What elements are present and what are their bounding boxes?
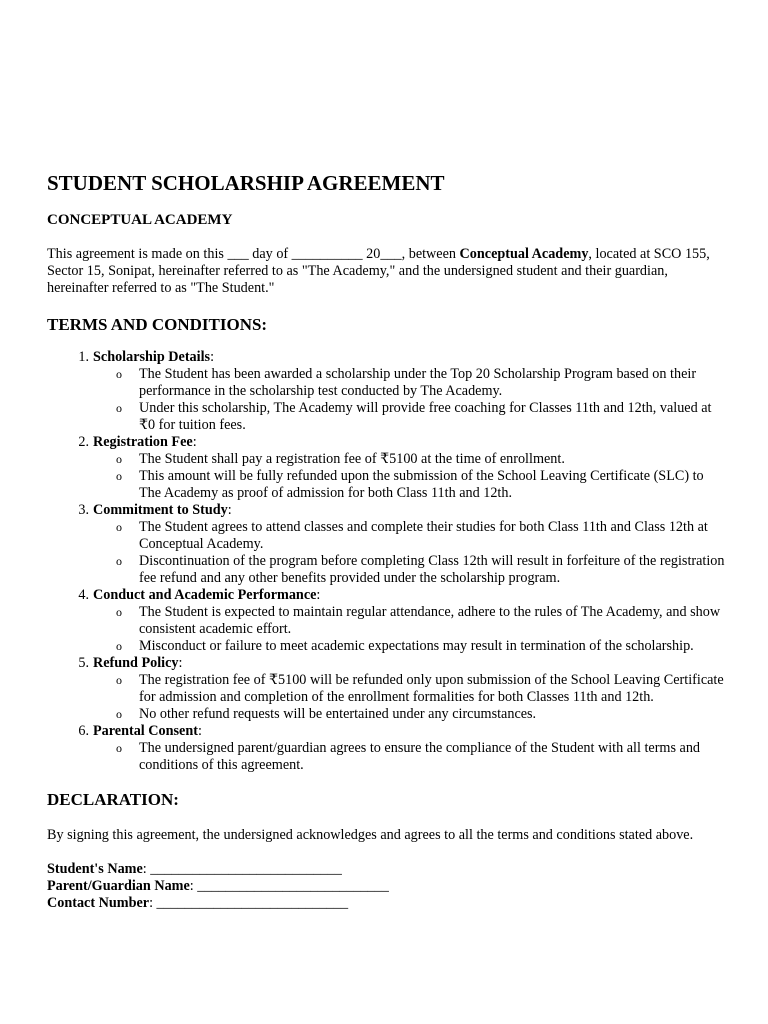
intro-text-end: , located at SCO 155, Sector 15, Sonipat, hereinafter referred to as "The Academy," and the undersigned student and their guardian, hereinafter referred to as "The Student." — [47, 246, 710, 296]
term-title: Scholarship Details — [93, 349, 211, 365]
term-subitem — [93, 672, 727, 706]
terms-heading: TERMS AND CONDITIONS: — [47, 315, 268, 334]
term-item: 2. Registration Fee: o The Student shall pay a registration fee of ₹5100 at the time of enrollment. o This amount will be fully refunded upon the submission of the School Leaving Certificate (SLC) to The Academy as proof of admission for both Class 11th and 12th. — [47, 434, 727, 502]
term-subitem — [93, 366, 727, 400]
bullet-marker: o — [116, 639, 122, 653]
signature-fields — [47, 861, 727, 912]
intro-paragraph — [47, 246, 727, 297]
term-subitem — [93, 740, 727, 774]
parent-guardian-name-field[interactable] — [47, 878, 727, 895]
term-number: 3. — [78, 502, 89, 518]
term-subitem-text: The Student shall pay a registration fee of ₹5100 at the time of enrollment. — [139, 451, 565, 467]
term-subitem-text: The Student agrees to attend classes and complete their studies for both Class 11th and Class 12th at Conceptual Academy. — [139, 519, 708, 552]
field-blank-line: : ___________________________ — [189, 878, 389, 894]
term-number: 1. — [78, 349, 89, 365]
term-item: 4. Conduct and Academic Performance: o The Student is expected to maintain regular attendance, adhere to the rules of The Academy, and show consistent academic effort. o Misconduct or failure to meet academic expectations may result in termination of the scholarship. — [47, 587, 727, 655]
term-subitem — [93, 468, 727, 502]
term-number: 6. — [78, 723, 89, 739]
term-subitem — [93, 553, 727, 587]
intro-text-start: This agreement is made on this ___ day of __________ 20___, between — [47, 246, 460, 262]
term-subitem — [93, 604, 727, 638]
term-subitem-text: The undersigned parent/guardian agrees to ensure the compliance of the Student with all terms and conditions of this agreement. — [139, 740, 701, 773]
bullet-marker: o — [116, 520, 122, 534]
bullet-marker: o — [116, 673, 122, 687]
term-subitems — [93, 366, 727, 434]
term-subitem — [93, 706, 727, 723]
term-subitems — [93, 672, 727, 723]
term-title: Refund Policy — [93, 655, 179, 671]
term-number: 2. — [78, 434, 89, 450]
term-subitem-text: Under this scholarship, The Academy will provide free coaching for Classes 11th and 12th, valued at ₹0 for tuition fees. — [139, 400, 712, 433]
bullet-marker: o — [116, 367, 122, 381]
term-subitems — [93, 740, 727, 774]
term-item: 5. Refund Policy: o The registration fee of ₹5100 will be refunded only upon submission of the School Leaving Certificate for admission and completion of the enrollment formalities for both Classes 11th and 12th. o No other refund requests will be entertained under any circumstances. — [47, 655, 727, 723]
term-subitem-text: Discontinuation of the program before completing Class 12th will result in forfeiture of the registration fee refund and any other benefits provided under the scholarship program. — [139, 553, 725, 586]
intro-academy-name: Conceptual Academy — [459, 246, 589, 262]
field-label: Contact Number — [47, 895, 150, 911]
term-title: Parental Consent — [93, 723, 198, 739]
student-name-field[interactable] — [47, 861, 727, 878]
field-blank-line: : ___________________________ — [142, 861, 342, 877]
field-blank-line: : ___________________________ — [149, 895, 349, 911]
term-subitem-text: The registration fee of ₹5100 will be refunded only upon submission of the School Leaving Certificate for admission and completion of the enrollment formalities for both Classes 11th and 12th. — [139, 672, 724, 705]
term-title: Registration Fee — [93, 434, 193, 450]
term-subitems — [93, 519, 727, 587]
bullet-marker: o — [116, 707, 122, 721]
terms-list — [47, 349, 727, 774]
term-number: 4. — [78, 587, 89, 603]
bullet-marker: o — [116, 469, 122, 483]
declaration-heading: DECLARATION: — [47, 790, 179, 809]
term-item: 6. Parental Consent: o The undersigned parent/guardian agrees to ensure the compliance of the Student with all terms and conditions of this agreement. — [47, 723, 727, 774]
term-item: 1. Scholarship Details: o The Student has been awarded a scholarship under the Top 20 Scholarship Program based on their performance in the scholarship test conducted by The Academy. o Under this scholarship, The Academy will provide free coaching for Classes 11th and 12th, valued at ₹0 for tuition fees. — [47, 349, 727, 434]
bullet-marker: o — [116, 452, 122, 466]
term-subitem-text: The Student is expected to maintain regular attendance, adhere to the rules of The Academy, and show consistent academic effort. — [139, 604, 721, 637]
organization-name: CONCEPTUAL ACADEMY — [47, 212, 233, 228]
field-label: Parent/Guardian Name — [47, 878, 190, 894]
term-title: Commitment to Study — [93, 502, 228, 518]
term-subitem — [93, 638, 727, 655]
term-subitem — [93, 400, 727, 434]
term-subitem — [93, 519, 727, 553]
field-label: Student's Name — [47, 861, 143, 877]
term-subitem-text: Misconduct or failure to meet academic expectations may result in termination of the scholarship. — [139, 638, 694, 654]
bullet-marker: o — [116, 554, 122, 568]
term-subitem-text: This amount will be fully refunded upon the submission of the School Leaving Certificate (SLC) to The Academy as proof of admission for both Class 11th and 12th. — [139, 468, 704, 501]
term-subitem-text: No other refund requests will be entertained under any circumstances. — [139, 706, 537, 722]
document-page — [47, 170, 727, 912]
term-subitems — [93, 604, 727, 655]
term-title: Conduct and Academic Performance — [93, 587, 317, 603]
declaration-text: By signing this agreement, the undersigned acknowledges and agrees to all the terms and conditions stated above. — [47, 827, 694, 843]
term-number: 5. — [78, 655, 89, 671]
term-item: 3. Commitment to Study: o The Student agrees to attend classes and complete their studies for both Class 11th and Class 12th at Conceptual Academy. o Discontinuation of the program before completing Class 12th will result in forfeiture of the registration fee refund and any other benefits provided under the scholarship program. — [47, 502, 727, 587]
term-subitem-text: The Student has been awarded a scholarship under the Top 20 Scholarship Program based on their performance in the scholarship test conducted by The Academy. — [139, 366, 697, 399]
term-subitems — [93, 451, 727, 502]
bullet-marker: o — [116, 605, 122, 619]
bullet-marker: o — [116, 741, 122, 755]
document-title: STUDENT SCHOLARSHIP AGREEMENT — [47, 171, 445, 195]
contact-number-field[interactable] — [47, 895, 727, 912]
bullet-marker: o — [116, 401, 122, 415]
term-subitem — [93, 451, 727, 468]
